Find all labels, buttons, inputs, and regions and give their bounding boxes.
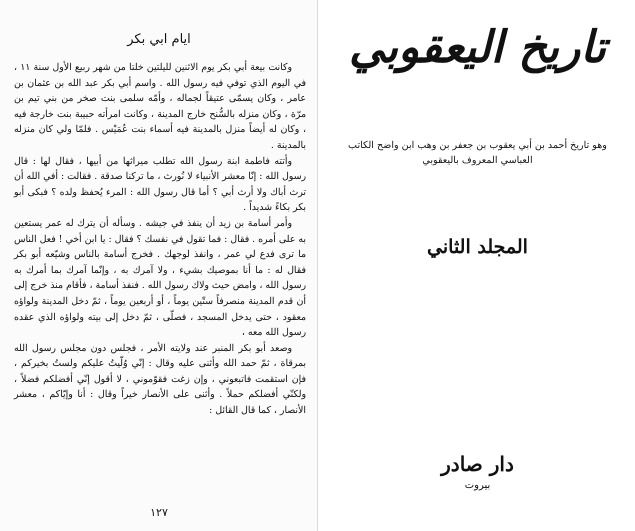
volume-label: المجلد الثاني: [427, 236, 528, 258]
paragraph-1: وكانت بيعة أبي بكر يوم الاثنين لليلتين خلتا من شهر ربيع الأول سنة ١١ ، في اليوم الذي توفي فيه رسول الله . واسم أبي بكر عبد الله بن عثمان بن عامر ، وكان يسمّى عتيقاً لجماله ، وأمّه سلمى بنت صخر من بني تيم بن مرّة ، وكان منزله بالسُّنح خارج المدينة ، وكانت امرأته حبيبة بنت خارجة فيه ، وكان له أيضاً منزل بالمدينة فيه أسماء بنت عُمَيْس . فلمّا ولي كان منزله بالمدينة .: [14, 62, 306, 151]
paragraph-3: وأمر أسامة بن زيد أن ينفذ في جيشه . وسأله أن يترك له عمر يستعين به على أمره . فقال : فما تقول في نفسك ؟ فقال : يا ابن أخي ! فعل الناس ما ترى فدع لي عمر ، وانفذ لوجهك . فخرج أسامة بالناس وشيّعه أبو بكر فقال له : ما أنا بموصيك بشيء ، ولا آمرك به ، وإنّما آمرك بما أمرك به رسول الله ، وامض حيث ولاك رسول الله . فنفذ أسامة ، فأقام منذ خرج إلى أن قدم المدينة منصرفاً ستّين يوماً ، أو أربعين يوماً ، ثمّ دخل المدينة ولواؤه معقود ، حتى يدخل المسجد ، فصلّى ، ثمّ دخل إلى بيته ولواؤه الذي عقده رسول الله معه ،: [14, 217, 306, 339]
page-number: ١٢٧: [150, 506, 168, 519]
book-title: تاريخ اليعقوبي: [349, 22, 606, 73]
publisher-city: بيروت: [464, 480, 491, 491]
paragraph-2: وأتته فاطمة ابنة رسول الله تطلب ميراثها من أبيها ، فقال لها : قال رسول الله : إنّا معشر الأنبياء لا نُورث ، ما تركنا صدقة . فقالت : أفي الله أن ترث أباك ولا أرث أبي ؟ أما قال رسول الله : المرء يُحفظ ولده ؟ فبكى أبو بكر بكاءً شديداً .: [14, 155, 306, 214]
chapter-title: ايام ابي بكر: [127, 32, 191, 47]
publisher-name: دار صادر: [441, 452, 514, 476]
paragraph-4: وصعد أبو بكر المنبر عند ولايته الأمر ، فجلس دون مجلس رسول الله بمرقاة ، ثمّ حمد الله وأثنى عليه وقال : إنّي وُلّيتُ عليكم ولستُ بخيركم ، فإن استقمت فاتبعوني ، وإن زغت فقوّموني ، لا أقول إنّي أفضلكم فضلاً ، ولكنّي أفضلكم حملاً . وأثنى على الأنصار خيراً وقال : أنا وإيّاكم ، معشر الأنصار ، كما قال القائل :: [14, 342, 306, 417]
book-subtitle: وهو تاريخ أحمد بن أبي يعقوب بن جعفر بن وهب ابن واضح الكاتب العباسي المعروف باليعقوبي: [348, 140, 607, 166]
body-text: [14, 60, 306, 419]
